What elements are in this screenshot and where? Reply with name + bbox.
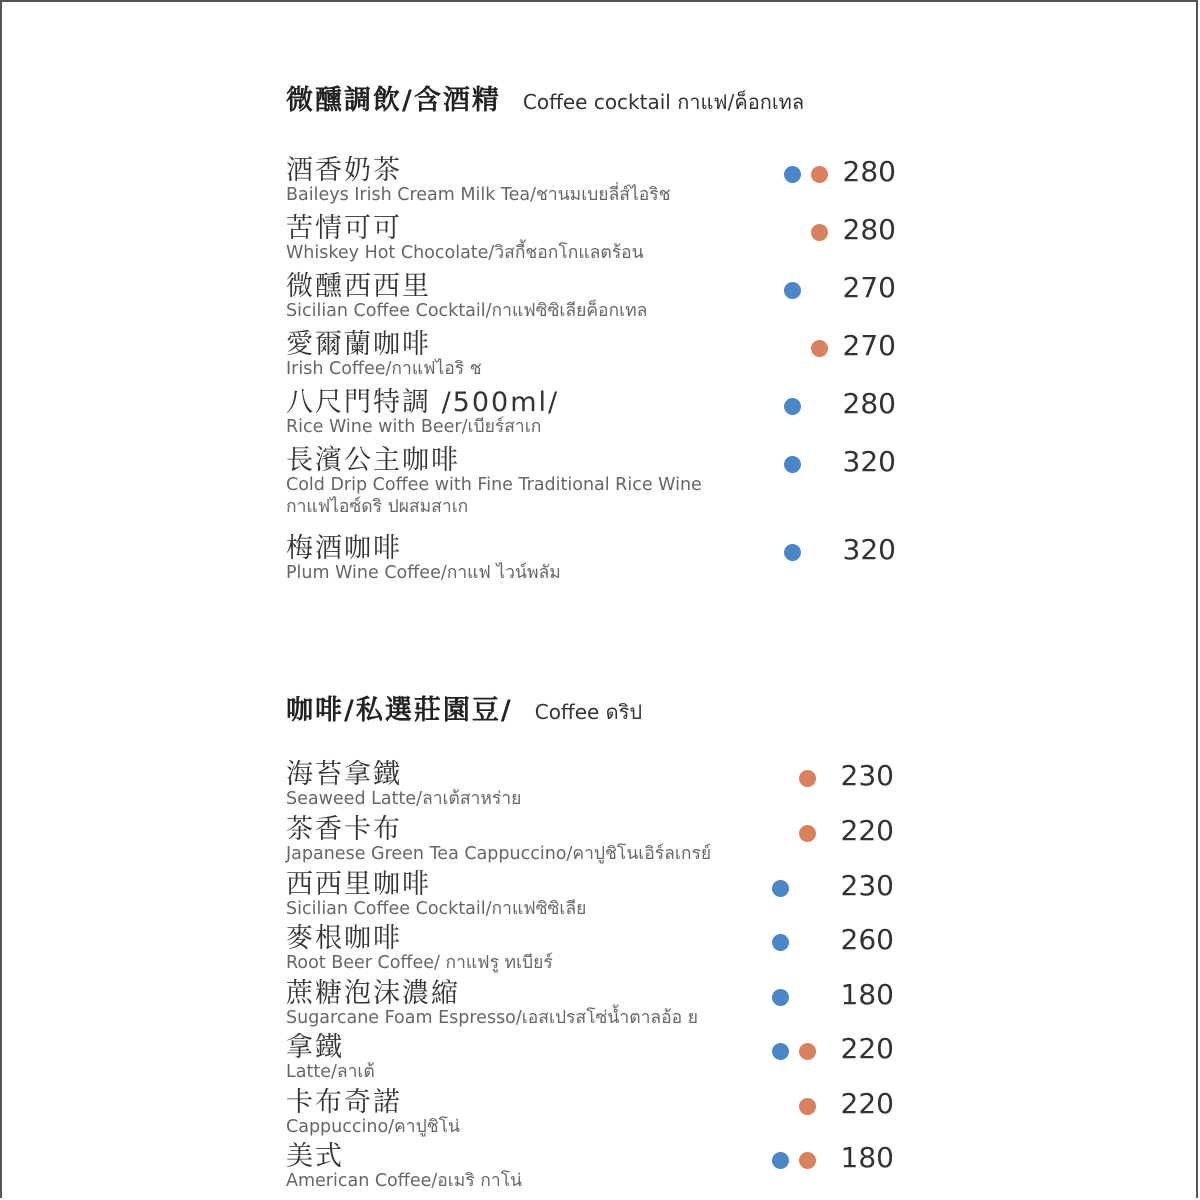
menu-item — [286, 388, 906, 438]
item-name-en-line2: กาแฟไอซ์ดริ ปผสมสาเก — [286, 497, 469, 517]
menu-item — [286, 979, 906, 1029]
item-price: 180 — [840, 978, 894, 1011]
item-name-en: Sicilian Coffee Cocktail/กาแฟซิซิเลียค็อกเทล — [286, 301, 648, 321]
item-name-zh: 梅酒咖啡 — [286, 533, 402, 564]
section-title-en: Coffee ดริป — [534, 700, 643, 724]
menu-item — [286, 330, 906, 380]
hot-indicator-dot — [784, 398, 801, 415]
menu-item — [286, 446, 906, 518]
menu-item — [286, 760, 906, 810]
item-price: 270 — [842, 329, 896, 362]
iced-indicator-dot — [811, 224, 828, 241]
hot-indicator-dot — [772, 1043, 789, 1060]
section-header — [286, 688, 906, 728]
item-price: 320 — [842, 533, 896, 566]
item-price: 280 — [842, 213, 896, 246]
item-name-zh: 卡布奇諾 — [286, 1087, 402, 1118]
item-name-zh: 微醺西西里 — [286, 271, 431, 302]
menu-item — [286, 156, 906, 206]
item-name-en: Irish Coffee/กาแฟไอริ ช — [286, 359, 482, 379]
iced-indicator-dot — [811, 340, 828, 357]
iced-indicator-dot — [799, 825, 816, 842]
item-price: 230 — [840, 869, 894, 902]
item-price: 220 — [840, 1087, 894, 1120]
item-price: 230 — [840, 759, 894, 792]
item-price: 280 — [842, 155, 896, 188]
menu-item — [286, 534, 906, 584]
item-name-zh: 苦情可可 — [286, 213, 402, 244]
hot-indicator-dot — [784, 166, 801, 183]
section-header — [286, 78, 906, 118]
item-name-zh: 西西里咖啡 — [286, 869, 431, 900]
menu-item — [286, 924, 906, 974]
item-name-zh: 八尺門特調 /500ml/ — [286, 387, 560, 418]
item-price: 220 — [840, 1032, 894, 1065]
item-name-en: Latte/ลาเต้ — [286, 1062, 375, 1082]
section-coffee — [286, 688, 906, 1191]
iced-indicator-dot — [799, 1043, 816, 1060]
hot-indicator-dot — [772, 989, 789, 1006]
item-name-en: Root Beer Coffee/ กาแฟรู ทเบียร์ — [286, 953, 553, 973]
item-name-en: Rice Wine with Beer/เบียร์สาเก — [286, 417, 542, 437]
item-name-en: Plum Wine Coffee/กาแฟ ไวน์พลัม — [286, 563, 561, 583]
item-name-zh: 酒香奶茶 — [286, 155, 402, 186]
section-title-zh: 咖啡/私選莊園豆/ — [286, 695, 513, 726]
item-name-zh: 茶香卡布 — [286, 814, 402, 845]
item-name-zh: 拿鐵 — [286, 1032, 344, 1063]
hot-indicator-dot — [772, 1152, 789, 1169]
iced-indicator-dot — [799, 770, 816, 787]
item-name-zh: 美式 — [286, 1141, 344, 1172]
menu-item — [286, 870, 906, 920]
item-name-en: Cold Drip Coffee with Fine Traditional Rice Wine — [286, 475, 702, 495]
item-name-zh: 長濱公主咖啡 — [286, 445, 460, 476]
item-name-en: American Coffee/อเมริ กาโน่ — [286, 1171, 523, 1191]
item-name-en: Whiskey Hot Chocolate/วิสกี้ชอกโกแลตร้อน — [286, 243, 644, 263]
item-name-zh: 海苔拿鐵 — [286, 759, 402, 790]
hot-indicator-dot — [772, 880, 789, 897]
section-coffee-cocktail — [286, 78, 906, 583]
item-price: 180 — [840, 1141, 894, 1174]
menu-item — [286, 272, 906, 322]
menu-item — [286, 815, 906, 865]
item-name-zh: 愛爾蘭咖啡 — [286, 329, 431, 360]
item-name-en: Sugarcane Foam Espresso/เอสเปรสโซ่น้ำตาลอ้อ ย — [286, 1008, 698, 1028]
menu-item — [286, 1088, 906, 1138]
iced-indicator-dot — [799, 1152, 816, 1169]
hot-indicator-dot — [784, 544, 801, 561]
item-price: 320 — [842, 445, 896, 478]
item-name-en: Sicilian Coffee Cocktail/กาแฟซิซิเลีย — [286, 899, 587, 919]
item-name-en: Japanese Green Tea Cappuccino/คาปูชิโนเอิร์ลเกรย์ — [286, 844, 712, 864]
item-name-en: Seaweed Latte/ลาเต้สาหร่าย — [286, 789, 522, 809]
item-price: 270 — [842, 271, 896, 304]
item-price: 220 — [840, 814, 894, 847]
iced-indicator-dot — [799, 1098, 816, 1115]
item-price: 280 — [842, 387, 896, 420]
item-name-zh: 蔗糖泡沫濃縮 — [286, 978, 460, 1009]
item-name-en: Cappuccino/คาปูชิโน่ — [286, 1117, 460, 1137]
menu-item — [286, 1033, 906, 1083]
item-name-zh: 麥根咖啡 — [286, 923, 402, 954]
hot-indicator-dot — [772, 934, 789, 951]
hot-indicator-dot — [784, 282, 801, 299]
item-name-en: Baileys Irish Cream Milk Tea/ชานมเบยลี่ส์ไอริช — [286, 185, 671, 205]
hot-indicator-dot — [784, 456, 801, 473]
item-price: 260 — [840, 923, 894, 956]
iced-indicator-dot — [811, 166, 828, 183]
menu-item — [286, 1142, 906, 1192]
menu-item — [286, 214, 906, 264]
section-title-zh: 微醺調飲/含酒精 — [286, 85, 501, 116]
section-title-en: Coffee cocktail กาแฟ/ค็อกเทล — [522, 90, 805, 114]
